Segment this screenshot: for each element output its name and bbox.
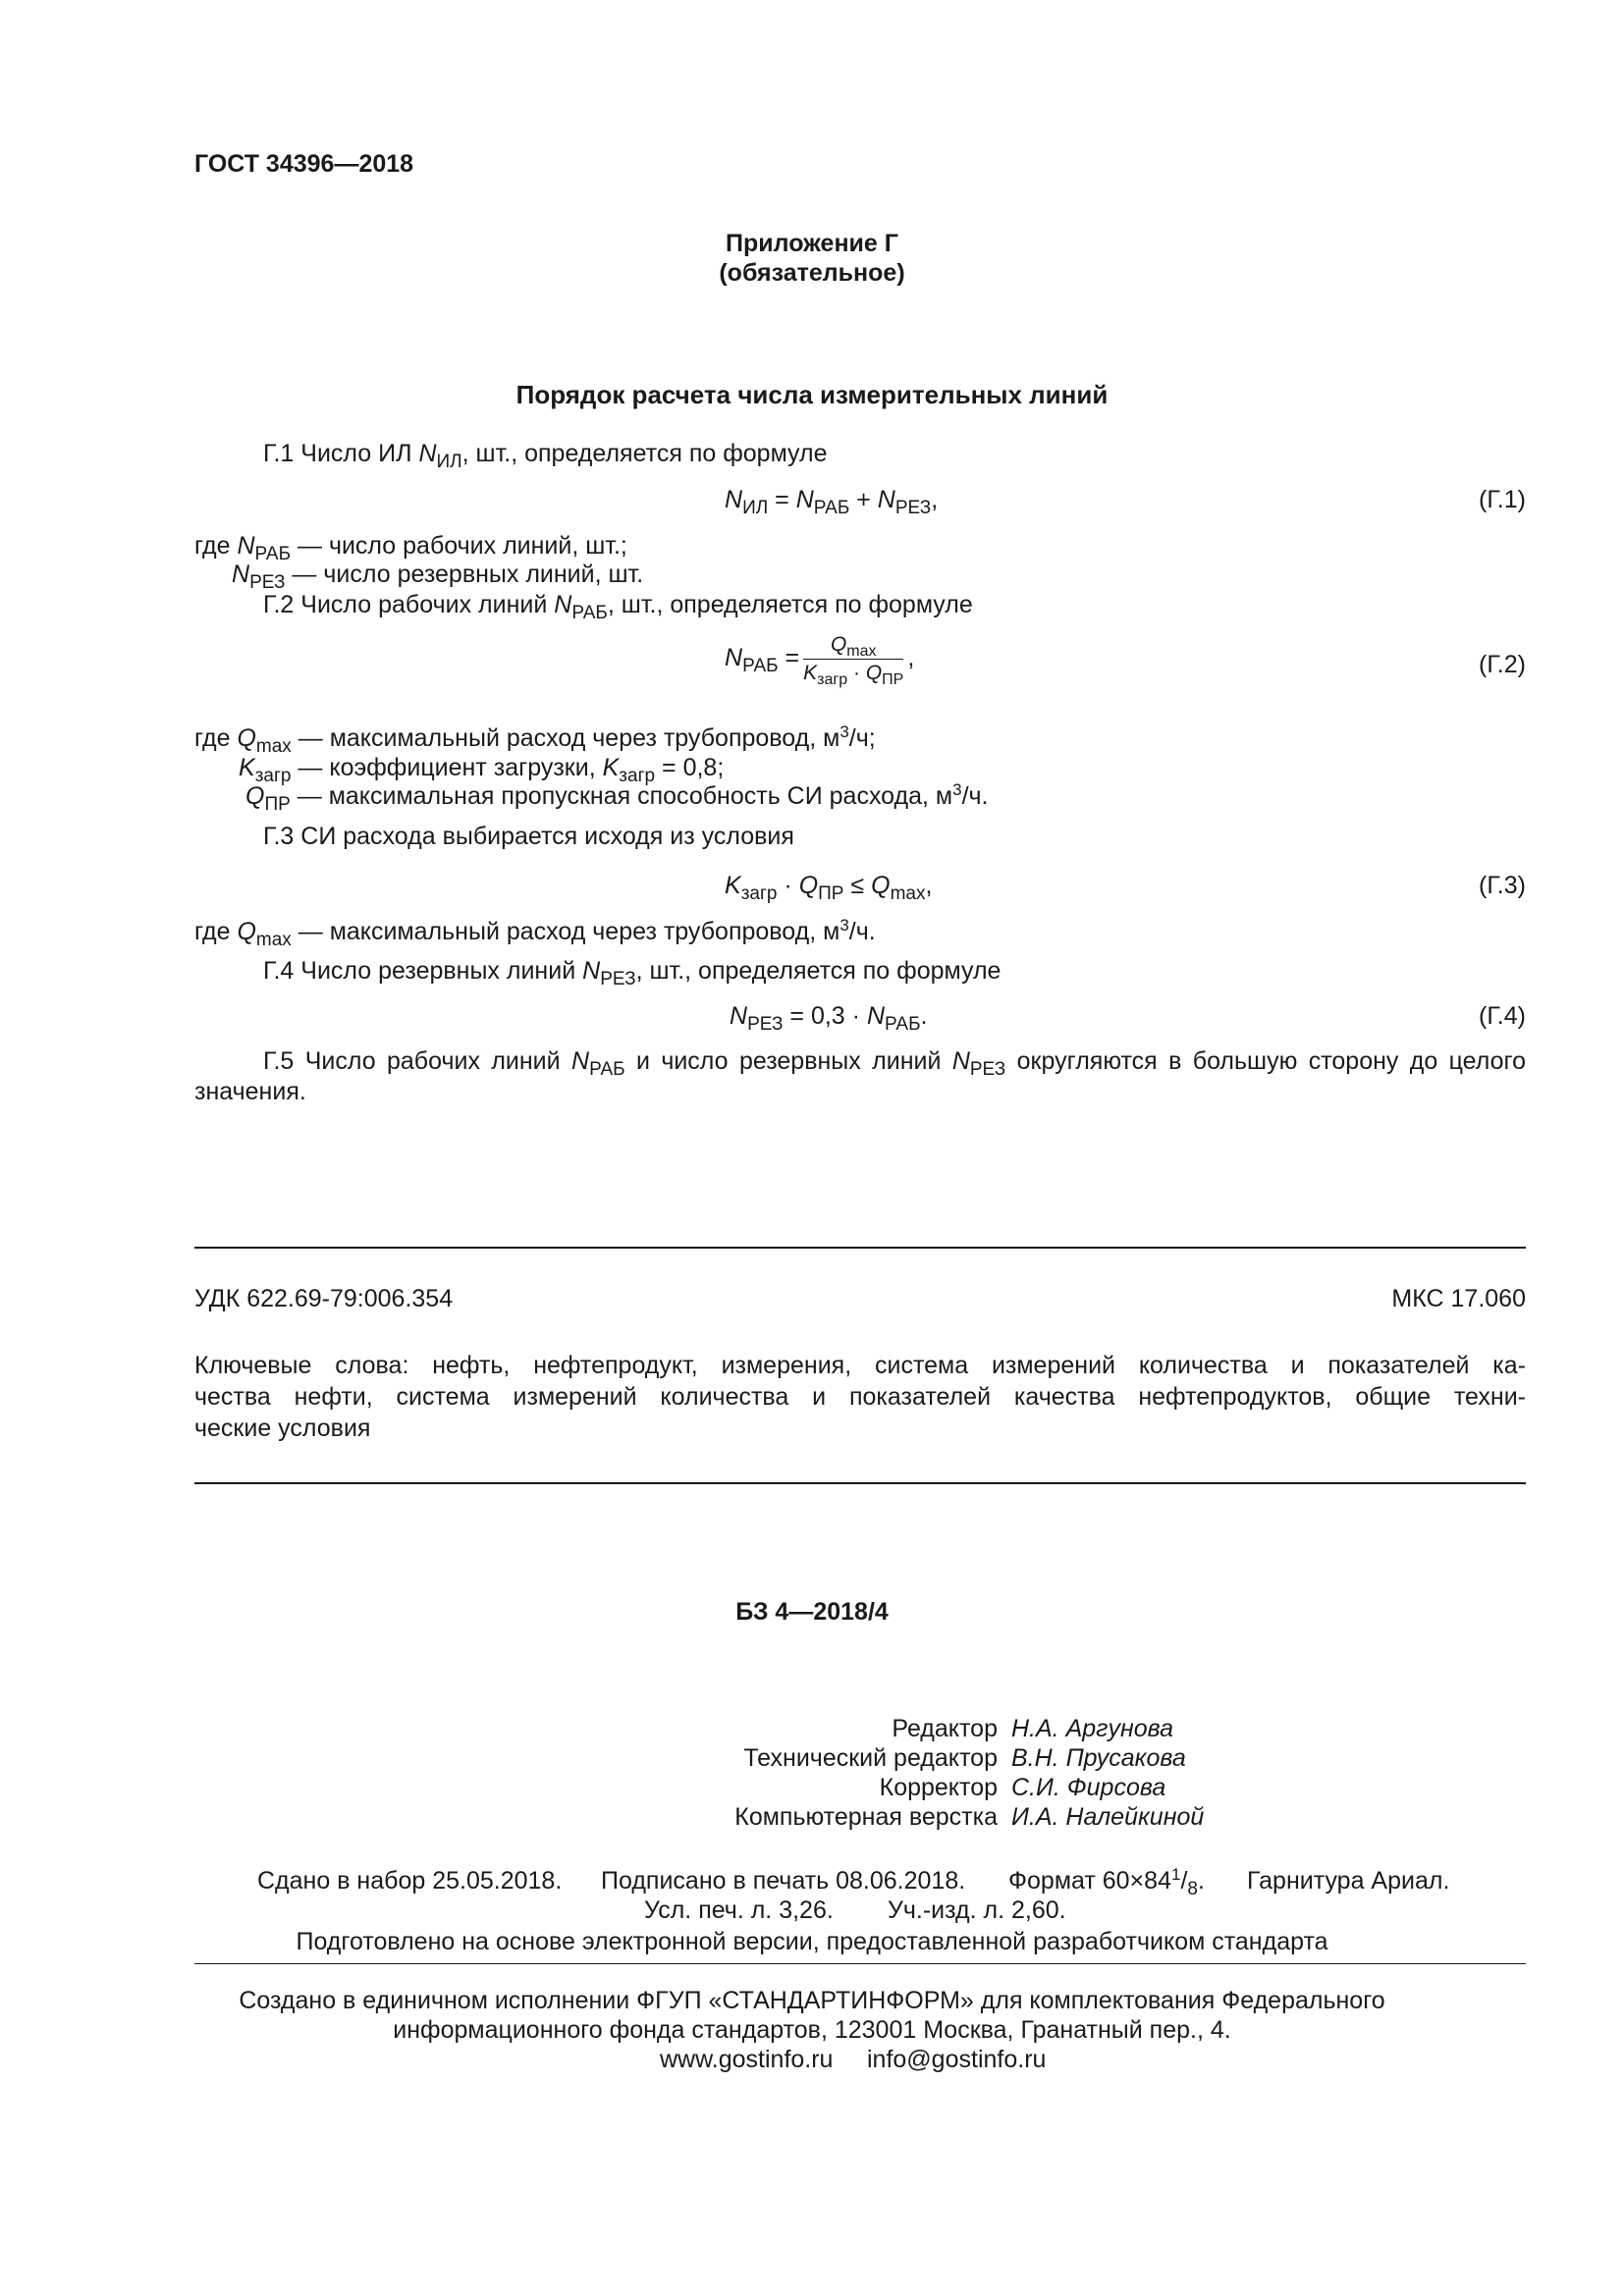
g1-lead: Г.1 Число ИЛ: [263, 440, 419, 467]
keywords-line-2: чества нефти, система измерений количества и показателей качества нефтепродуктов, общие техни-: [194, 1383, 1526, 1411]
tech-editor-label: Технический редактор: [743, 1744, 998, 1772]
formula-g2-number: (Г.2): [1479, 651, 1526, 678]
g3-where: где $Q_{max}$ — максимальный расход через трубопровод, $м^3/ч$.: [194, 916, 876, 950]
g2-where-3: $Q_{ПР}$ — максимальная пропускная способность СИ расхода, $м^3/ч$.: [245, 780, 989, 815]
tech-editor-name: В.Н. Прусакова: [1011, 1744, 1186, 1772]
g3-paragraph: Г.3 СИ расхода выбирается исходя из условия: [263, 823, 794, 850]
g2-paragraph: Г.2 Число рабочих линий $N_{РАБ}$, шт., определяется по формуле: [263, 591, 973, 623]
keywords-line-1: Ключевые слова: нефть, нефтепродукт, измерения, система измерений количества и показателей ка-: [194, 1352, 1526, 1379]
g5-paragraph-end: значения.: [194, 1078, 306, 1105]
editor-name: Н.А. Аргунова: [1011, 1715, 1174, 1742]
keywords-line-3: ческие условия: [194, 1415, 371, 1442]
corrector-label: Корректор: [879, 1774, 998, 1801]
formula-g4-number: (Г.4): [1479, 1002, 1526, 1030]
g5-paragraph: Г.5 Число рабочих линий $N_{РАБ}$ и число резервных линий $N_{РЕЗ}$ округляются в большую сторону до целого: [263, 1047, 1526, 1080]
formula-g1-number: (Г.1): [1479, 486, 1526, 513]
typeface: Гарнитура Ариал.: [1247, 1867, 1450, 1895]
g1-var: N: [418, 440, 437, 467]
formula-g1: $N_{ИЛ} = N_{РАБ} + N_{РЕЗ}$,: [725, 486, 939, 518]
appendix-heading: Порядок расчета числа измерительных линий: [515, 380, 1109, 409]
print-sheets: Усл. печ. л. 3,26.: [644, 1896, 834, 1924]
formula-g3-number: (Г.3): [1479, 872, 1526, 899]
g4-paragraph: Г.4 Число резервных линий $N_{РЕЗ}$, шт., определяется по формуле: [263, 957, 1001, 989]
layout-label: Компьютерная верстка: [734, 1803, 998, 1831]
layout-name: И.А. Налейкиной: [1011, 1803, 1205, 1831]
website-link[interactable]: www.gostinfo.ru: [660, 2046, 834, 2073]
created-note-1: Создано в единичном исполнении ФГУП «СТАНДАРТИНФОРМ» для комплектования Федерального: [239, 1987, 1385, 2014]
g1-paragraph: [263, 440, 828, 472]
paper-format: Формат $60\times 84^1/_8$.: [1008, 1865, 1205, 1899]
formula-g2-fraction: $\frac{Q_{max}}{K_{загр} \cdot Q_{ПР}}$: [803, 633, 904, 688]
signed-date: Подписано в печать 08.06.2018.: [601, 1867, 966, 1895]
created-note-2: информационного фонда стандартов, 123001 Москва, Гранатный пер., 4.: [393, 2016, 1231, 2044]
mks-code: МКС 17.060: [1391, 1285, 1526, 1312]
g1-where-2: $N_{РЕЗ}$ — число резервных линий, шт.: [232, 561, 644, 593]
corrector-name: С.И. Фирсова: [1011, 1774, 1166, 1801]
publishing-sheets: Уч.-изд. л. 2,60.: [888, 1896, 1066, 1924]
formula-g3: $K_{загр} \cdot Q_{ПР} \le Q_{max}$,: [725, 872, 933, 904]
g1-where-1: где $N_{РАБ}$ — число рабочих линий, шт.;: [194, 532, 627, 564]
divider-top: [194, 1247, 1526, 1249]
appendix-title: Приложение Г: [726, 230, 898, 257]
g2-where-1: где $Q_{max}$ — максимальный расход через трубопровод, $м^3/ч$;: [194, 722, 876, 757]
formula-g2: $N_{РАБ}$ = $\frac{Q_{max}}{K_{загр} \cdot Q_{ПР}}$ ,: [725, 633, 915, 688]
editor-label: Редактор: [892, 1715, 998, 1742]
email-link[interactable]: info@gostinfo.ru: [867, 2046, 1047, 2073]
standard-number: ГОСТ 34396—2018: [194, 150, 414, 178]
divider-imprint: [194, 1963, 1526, 1964]
formula-g4: $N_{РЕЗ} = 0,3 \cdot N_{РАБ}$.: [730, 1002, 928, 1035]
appendix-status: (обязательное): [719, 259, 905, 287]
prepared-note: Подготовлено на основе электронной версии, предоставленной разработчиком стандарта: [296, 1928, 1328, 1955]
g1-tail: , шт., определяется по формуле: [461, 440, 828, 467]
bz-number: БЗ 4—2018/4: [735, 1598, 889, 1626]
udk-code: УДК 622.69-79:006.354: [194, 1285, 454, 1312]
divider-bottom: [194, 1482, 1526, 1484]
g1-sub: ИЛ: [436, 452, 462, 472]
g2-where-2: $K_{загр}$ — коэффициент загрузки, $K_{загр} = 0,8$;: [239, 754, 725, 786]
submitted-date: Сдано в набор 25.05.2018.: [257, 1867, 563, 1895]
